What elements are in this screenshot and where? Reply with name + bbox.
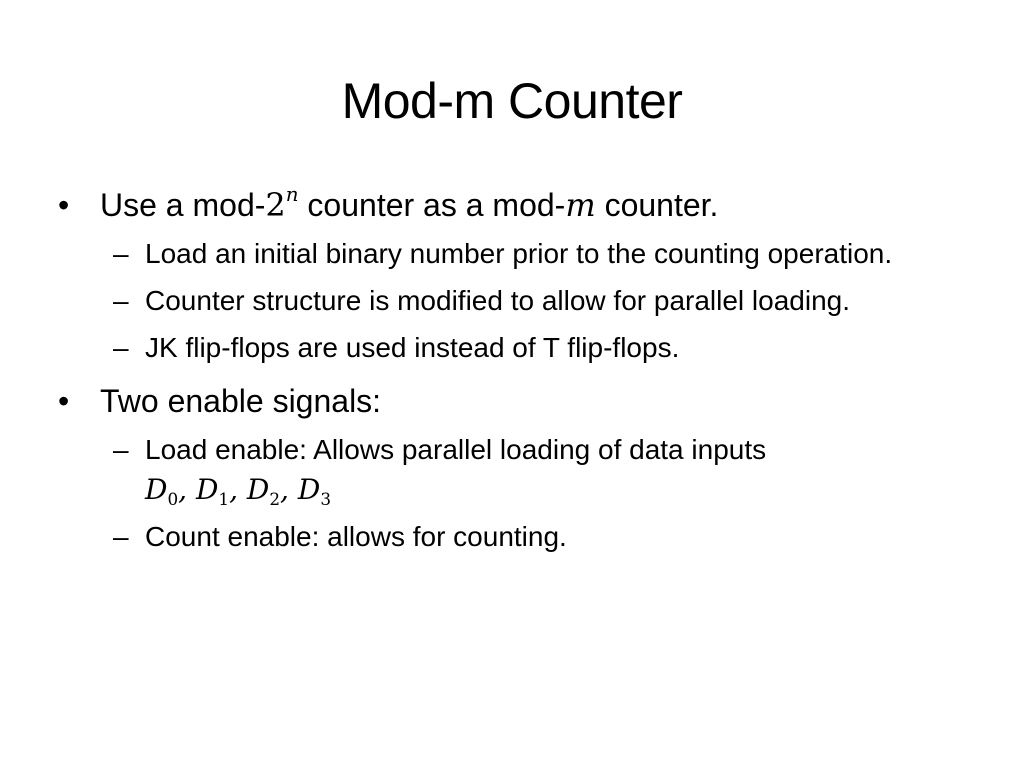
bullet-marker: • bbox=[58, 383, 70, 419]
sub-bullet-text: Load enable: Allows parallel loading of data inputs bbox=[145, 434, 767, 465]
math-separator: , bbox=[229, 473, 247, 506]
sub-bullet-counter-structure bbox=[113, 281, 945, 321]
sub-bullet-load-enable bbox=[113, 430, 945, 510]
math-separator: , bbox=[178, 473, 196, 506]
sub-bullet-text: Load an initial binary number prior to the counting operation. bbox=[145, 238, 893, 269]
slide-title: Mod-m Counter bbox=[341, 73, 683, 129]
dash-marker: – bbox=[113, 332, 129, 363]
math-variable-d3: $D_3$ bbox=[297, 473, 331, 509]
sub-bullet-load-initial bbox=[113, 234, 945, 274]
bullet-text: Two enable signals: bbox=[100, 383, 382, 419]
math-exponent: n bbox=[285, 183, 299, 207]
math-variable-m: m bbox=[565, 186, 596, 224]
dash-marker: – bbox=[113, 238, 129, 269]
bullet-text: counter. bbox=[595, 187, 719, 223]
math-variable-d2: $D_2$ bbox=[246, 473, 281, 509]
dash-marker: – bbox=[113, 434, 129, 465]
sub-bullet-text: JK flip-flops are used instead of T flip-flops. bbox=[145, 332, 680, 363]
bullet-list bbox=[58, 182, 958, 557]
bullet-two-enable-signals bbox=[58, 378, 958, 424]
math-variable-d0: $D_0$ bbox=[145, 473, 179, 509]
sub-bullet-jk-flip-flops bbox=[113, 328, 945, 368]
math-base: 2 bbox=[265, 186, 286, 224]
data-input-variables bbox=[145, 470, 945, 510]
sub-bullet-text: Count enable: allows for counting. bbox=[145, 521, 567, 552]
bullet-text: Use a mod- bbox=[100, 187, 266, 223]
bullet-text: counter as a mod- bbox=[298, 187, 566, 223]
math-variable-d1: $D_1$ bbox=[195, 473, 230, 509]
bullet-marker: • bbox=[58, 187, 70, 223]
math-separator: , bbox=[280, 473, 298, 506]
dash-marker: – bbox=[113, 285, 129, 316]
dash-marker: – bbox=[113, 521, 129, 552]
bullet-mod-2n-counter bbox=[58, 182, 958, 228]
sub-bullet-text: Counter structure is modified to allow for parallel loading. bbox=[145, 285, 851, 316]
sub-bullet-count-enable bbox=[113, 517, 945, 557]
